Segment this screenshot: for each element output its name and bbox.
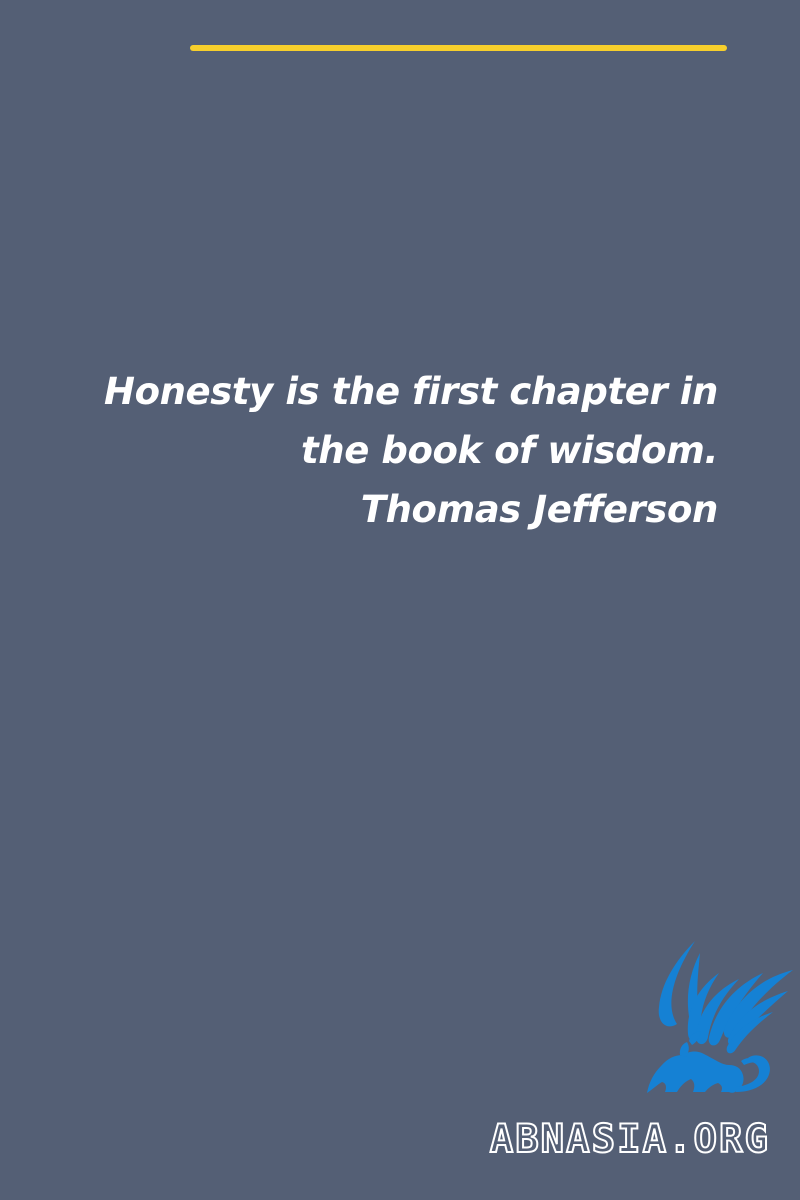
accent-line <box>190 45 727 51</box>
quote-author: Thomas Jefferson <box>360 488 718 531</box>
griffin-icon <box>637 936 797 1096</box>
quote-line-1: Honesty is the first chapter in <box>104 370 718 413</box>
quote-text <box>78 362 718 539</box>
quote-line-2: the book of wisdom. <box>300 429 718 472</box>
brand-wordmark: ABNASIA.ORG <box>489 1117 770 1162</box>
